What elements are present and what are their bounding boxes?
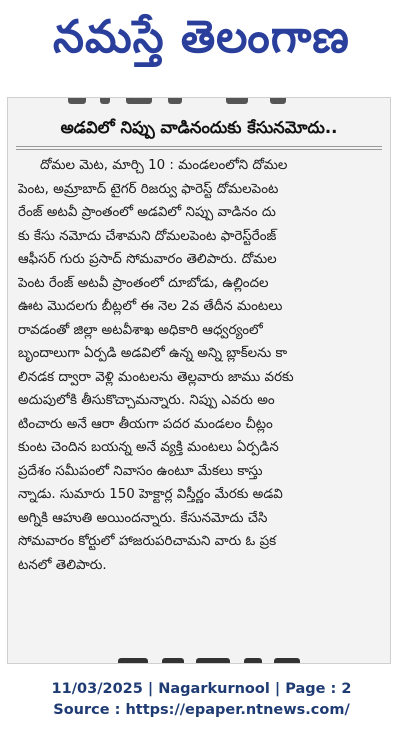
article-line: ఊట మొదలగు బీట్లలో ఈ నెల 2వ తేదీన మంటలు bbox=[18, 299, 283, 314]
article-line: సోమవారం కోర్టులో హాజరుపరిచామని వారు ఓ ప్రక bbox=[18, 534, 277, 549]
article-line: అగ్నికి ఆహుతి అయిందన్నారు. కేసునమోదు చేసి bbox=[18, 510, 268, 526]
article-line: పెంట, అమ్రాబాద్ టైగర్ రిజర్వు ఫారెస్ట్ దోమలపెంట bbox=[18, 181, 279, 197]
article-line: లినడక ద్వారా వెళ్లి మంటలను తెల్లవారు జాము వరకు bbox=[18, 369, 294, 385]
publication-info: 11/03/2025 | Nagarkurnool | Page : 2 bbox=[51, 681, 352, 697]
masthead bbox=[0, 0, 403, 84]
article-line: కు కేసు నమోదు చేశామని దోమలపెంట ఫారెస్ట్‌రేంజ్ bbox=[18, 228, 277, 244]
article-line: అదుపులోకి తీసుకొచ్చామన్నారు. నిప్పు ఎవరు అం bbox=[18, 393, 275, 408]
article-line: బృందాలుగా ఏర్పడి అడవిలో ఉన్న అన్ని బ్లాక్‌లను కా bbox=[18, 346, 288, 361]
article-line: టనలో తెలిపారు. bbox=[18, 557, 107, 573]
news-clipping bbox=[7, 97, 391, 664]
article-headline: అడవిలో నిప్పు వాడినందుకు కేసునమోదు.. bbox=[60, 118, 338, 137]
article-line: రావడంతో జిల్లా అటవీశాఖ అధికారి ఆధ్వర్యంలో bbox=[18, 322, 263, 338]
article-line: టించారు అనే ఆరా తీయగా పదర మండలం చీట్లం bbox=[18, 416, 273, 432]
article-line: రేంజ్ అటవీ ప్రాంతంలో అడవిలో నిప్పు వాడినం దు bbox=[18, 205, 276, 220]
article-body bbox=[18, 154, 384, 577]
article-line: కుంట చెందిన బయన్న అనే వ్యక్తి మంటలు ఏర్పడిన bbox=[18, 440, 279, 455]
headline-divider bbox=[16, 149, 382, 150]
article-line: న్నాడు. సుమారు 150 హెక్టార్ల విస్తీర్ణం మేరకు అడవి bbox=[18, 487, 283, 502]
headline-divider bbox=[16, 146, 382, 147]
bottom-cut-text-fragment bbox=[98, 655, 318, 663]
article-line: ప్రదేశం సమీపంలో నివాసం ఉంటూ మేకలు కాస్తు bbox=[18, 463, 263, 479]
article-line: దోమల మెట, మార్చి 10 : మండలంలోని దోమల bbox=[40, 158, 288, 173]
top-cut-text-fragment bbox=[56, 98, 356, 108]
source-link-text: Source : https://epaper.ntnews.com/ bbox=[53, 702, 350, 718]
article-line: పెంట రేంజ్ అటవీ ప్రాంతంలో దూబోడు, ఉల్లిందల bbox=[18, 275, 269, 291]
newspaper-logo-text: నమస్తే తెలంగాణ bbox=[53, 10, 350, 63]
article-line: ఆఫీసర్ గురు ప్రసాద్ సోమవారం తెలిపారు. దోమల bbox=[18, 252, 277, 267]
